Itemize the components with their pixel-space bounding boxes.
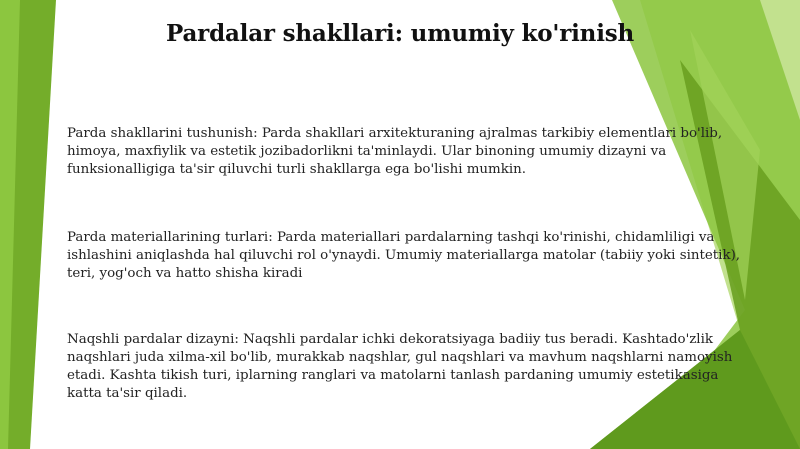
slide-title: Pardalar shakllari: umumiy ko'rinish — [165, 20, 635, 47]
paragraph-materials: Parda materiallarining turlari: Parda materiallari pardalarning tashqi ko'rinishi, chidamliligi va ishlashini aniqlashda hal qiluvchi rol o'ynaydi. Umumiy materiallarga matolar (tabiiy yoki sintetik), teri, yog'och va hatto shisha kiradi — [67, 230, 741, 281]
paragraph-patterns: Naqshli pardalar dizayni: Naqshli pardalar ichki dekoratsiyaga badiiy tus beradi. Kashtado'zlik naqshlari juda xilma-xil bo'lib, murakkab naqshlar, gul naqshlari va mavhum naqshlarni namoyish etadi. Kashta tikish turi, iplarning ranglari va matolarni tanlash pardaning umumiy estetikasiga katta ta'sir qiladi. — [67, 332, 733, 401]
paragraph-shapes: Parda shakllarini tushunish: Parda shakllari arxitekturaning ajralmas tarkibiy elementlari bo'lib, himoya, maxfiylik va estetik jozibadorlikni ta'minlaydi. Ular binoning umumiy dizayni va funksionalligiga ta'sir qiluvchi turli shakllarga ega bo'lishi mumkin. — [67, 126, 723, 177]
